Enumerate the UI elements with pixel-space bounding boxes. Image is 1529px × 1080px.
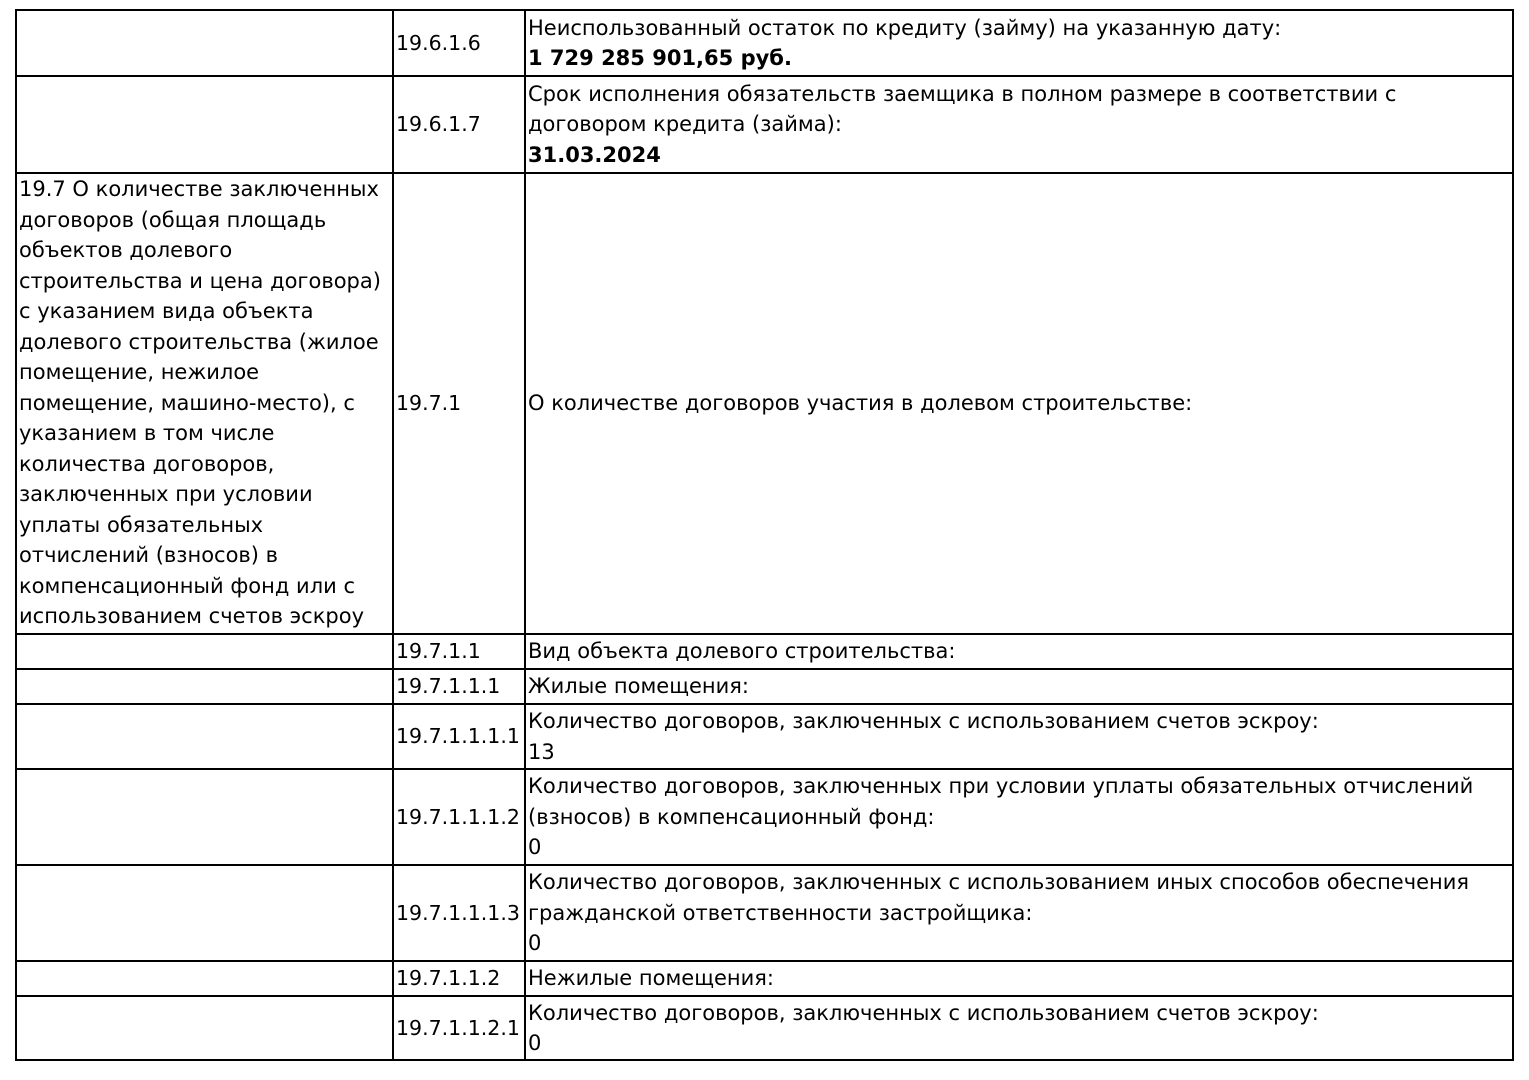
item-code: 19.7.1: [393, 173, 525, 634]
item-code: 19.7.1.1.1.2: [393, 769, 525, 865]
table-row: [16, 634, 1513, 669]
item-content: [525, 865, 1513, 961]
item-content: [525, 10, 1513, 76]
table-row: [16, 961, 1513, 996]
section-cell: [16, 669, 393, 704]
item-label: О количестве договоров участия в долевом строительстве:: [528, 391, 1193, 416]
item-label: Жилые помещения:: [528, 674, 749, 699]
item-value: 31.03.2024: [528, 142, 661, 167]
item-content: [525, 173, 1513, 634]
table-row: [16, 996, 1513, 1060]
item-content: [525, 669, 1513, 704]
item-label: Количество договоров, заключенных с использованием иных способов обеспечения гражданской ответственности застройщика:: [528, 870, 1470, 925]
section-cell: [16, 996, 393, 1060]
item-value: 0: [528, 931, 542, 956]
item-label: Нежилые помещения:: [528, 966, 775, 991]
section-cell: [16, 10, 393, 76]
table-row: [16, 704, 1513, 769]
item-content: [525, 996, 1513, 1060]
item-value: 1 729 285 901,65 руб.: [528, 46, 792, 70]
item-label: Вид объекта долевого строительства:: [528, 639, 956, 664]
table-row: [16, 76, 1513, 173]
item-code: 19.7.1.1.1.3: [393, 865, 525, 961]
table-row: [16, 173, 1513, 634]
item-code: 19.7.1.1.2.1: [393, 996, 525, 1060]
item-value: 0: [528, 1031, 542, 1055]
item-label: Неиспользованный остаток по кредиту (займу) на указанную дату:: [528, 15, 1282, 40]
section-cell: [16, 961, 393, 996]
item-label: Количество договоров, заключенных с использованием счетов эскроу:: [528, 1000, 1319, 1025]
item-label: Количество договоров, заключенных при условии уплаты обязательных отчислений (взносов) в компенсационный фонд:: [528, 774, 1474, 829]
item-code: 19.6.1.7: [393, 76, 525, 173]
section-cell: [16, 704, 393, 769]
table-row: [16, 10, 1513, 76]
item-label: Количество договоров, заключенных с использованием счетов эскроу:: [528, 709, 1319, 733]
item-code: 19.6.1.6: [393, 10, 525, 76]
item-content: [525, 76, 1513, 173]
table-row: [16, 769, 1513, 865]
section-cell: [16, 769, 393, 865]
table-row: [16, 865, 1513, 961]
item-content: [525, 704, 1513, 769]
table-row: [16, 669, 1513, 704]
section-cell: [16, 634, 393, 669]
item-value: 0: [528, 835, 542, 860]
section-cell: [16, 865, 393, 961]
item-content: [525, 961, 1513, 996]
item-code: 19.7.1.1.2: [393, 961, 525, 996]
item-value: 13: [528, 739, 555, 764]
document-table: [15, 9, 1514, 1061]
section-cell: [16, 76, 393, 173]
item-code: 19.7.1.1.1: [393, 669, 525, 704]
item-code: 19.7.1.1: [393, 634, 525, 669]
item-content: [525, 634, 1513, 669]
item-content: [525, 769, 1513, 865]
item-code: 19.7.1.1.1.1: [393, 704, 525, 769]
section-description: 19.7 О количестве заключенных договоров (общая площадь объектов долевого строительства и цена договора) с указанием вида объекта долевого строительства (жилое помещение, нежилое помещение, машино-место), с указанием в том числе количества договоров, заключенных при условии уплаты обязательных отчислений (взносов) в компенсационный фонд или с использованием счетов эскроу: [16, 173, 393, 634]
item-label: Срок исполнения обязательств заемщика в полном размере в соответствии с договором кредита (займа):: [528, 81, 1397, 137]
